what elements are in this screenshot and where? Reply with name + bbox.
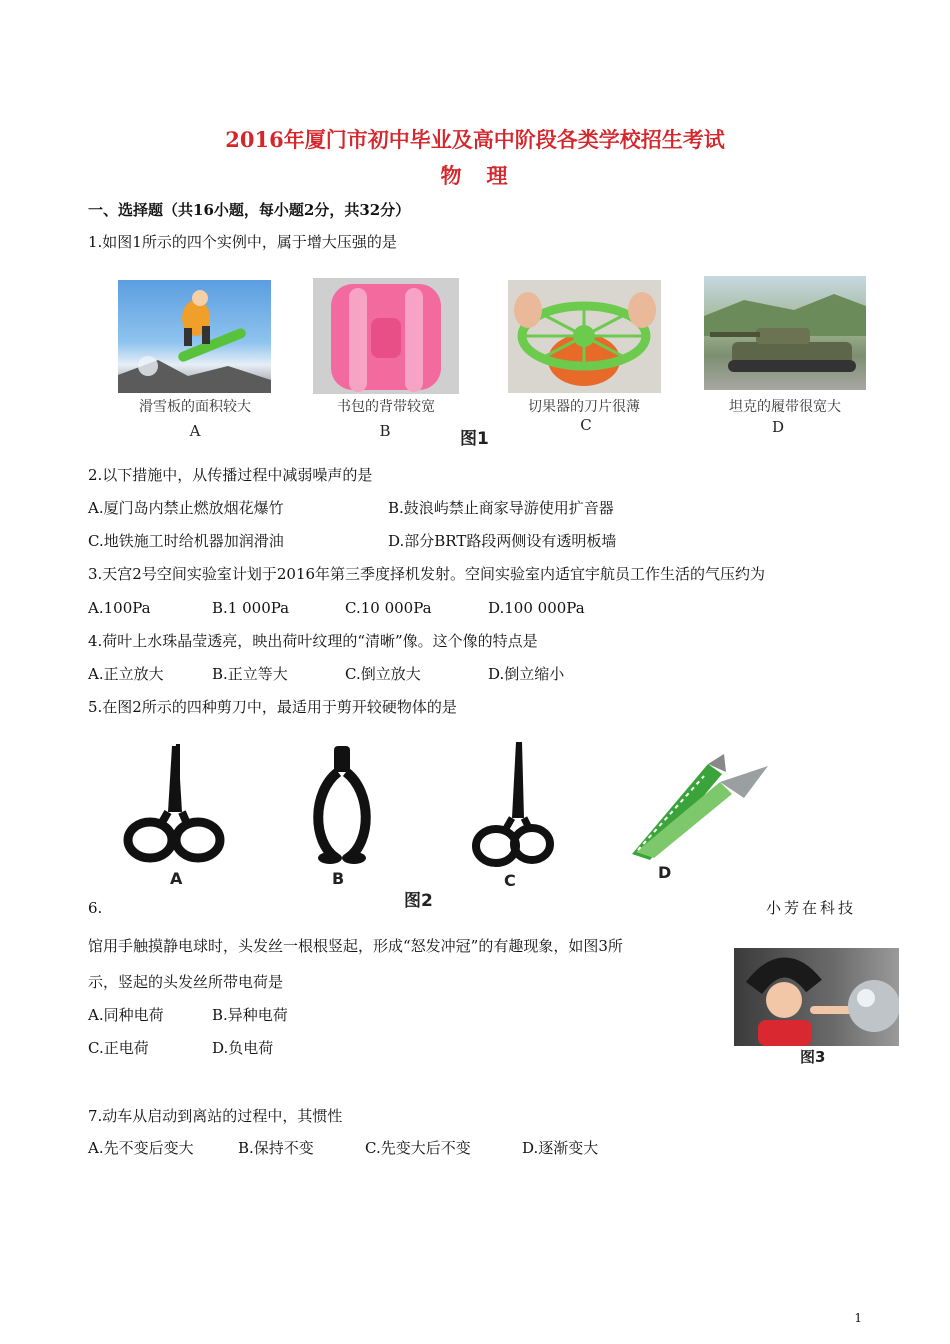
tank-photo [704, 276, 866, 390]
snowboard-photo [118, 280, 271, 393]
q6-line1-end: 小芳在科技 [766, 899, 857, 917]
q4-option-a: A.正立放大 [88, 665, 164, 683]
q6-option-c: C.正电荷 [88, 1039, 149, 1057]
fig1-letter-a: A [189, 422, 201, 440]
scissors-d-icon [624, 752, 774, 864]
q4-stem: 4.荷叶上水珠晶莹透亮，映出荷叶纹理的“清晰”像。这个像的特点是 [88, 632, 538, 650]
q6-line3: 示，竖起的头发丝所带电荷是 [88, 973, 284, 991]
scissors-c-icon [468, 740, 558, 870]
scissors-a-icon [120, 742, 230, 868]
caption-c: 切果器的刀片很薄 [528, 399, 640, 415]
q7-stem: 7.动车从启动到离站的过程中，其惯性 [88, 1107, 343, 1125]
fig3-label: 图3 [800, 1048, 826, 1066]
q3-option-b: B.1 000Pa [212, 599, 290, 617]
q6-line2: 馆用手触摸静电球时，头发丝一根根竖起，形成“怒发冲冠”的有趣现象，如图3所 [88, 937, 623, 955]
q5-stem: 5.在图2所示的四种剪刀中，最适用于剪开较硬物体的是 [88, 698, 457, 716]
q4-option-c: C.倒立放大 [345, 665, 421, 683]
section-heading: 一、选择题（共16小题，每小题2分，共32分） [88, 201, 411, 219]
q3-stem: 3.天宫2号空间实验室计划于2016年第三季度择机发射。空间实验室内适宜宇航员工作生活的气压约为 [88, 565, 766, 583]
q2-option-b: B.鼓浪屿禁止商家导游使用扩音器 [388, 499, 614, 517]
backpack-photo [313, 278, 459, 394]
fig2-letter-d: D [658, 863, 672, 882]
fig1-letter-c: C [580, 416, 592, 434]
q3-option-d: D.100 000Pa [488, 599, 585, 617]
fig2-letter-b: B [332, 869, 345, 888]
fig2-label: 图2 [404, 891, 433, 911]
q6-option-a: A.同种电荷 [88, 1006, 164, 1024]
q7-option-b: B.保持不变 [238, 1139, 314, 1157]
q3-option-a: A.100Pa [88, 599, 151, 617]
q4-option-b: B.正立等大 [212, 665, 288, 683]
q7-option-c: C.先变大后不变 [365, 1139, 471, 1157]
fig1-letter-b: B [379, 422, 391, 440]
q3-option-c: C.10 000Pa [345, 599, 432, 617]
q4-option-d: D.倒立缩小 [488, 665, 565, 683]
q2-option-a: A.厦门岛内禁止燃放烟花爆竹 [88, 499, 284, 517]
caption-b: 书包的背带较宽 [337, 399, 435, 415]
q6-number: 6. [88, 899, 103, 917]
q6-option-b: B.异种电荷 [212, 1006, 288, 1024]
fruit-cutter-photo [508, 280, 661, 393]
q1-stem: 1.如图1所示的四个实例中，属于增大压强的是 [88, 233, 397, 251]
caption-d: 坦克的履带很宽大 [729, 399, 841, 415]
q2-stem: 2.以下措施中，从传播过程中减弱噪声的是 [88, 466, 373, 484]
fig1-letter-d: D [771, 418, 785, 436]
subject-title: 物 理 [440, 163, 510, 188]
fig1-label: 图1 [460, 429, 489, 449]
q7-option-a: A.先不变后变大 [88, 1139, 194, 1157]
fig2-letter-a: A [170, 869, 183, 888]
q7-option-d: D.逐渐变大 [522, 1139, 599, 1157]
q6-option-d: D.负电荷 [212, 1039, 274, 1057]
fig2-letter-c: C [504, 871, 516, 890]
q2-option-d: D.部分BRT路段两侧设有透明板墙 [388, 532, 617, 550]
page-number: 1 [854, 1311, 862, 1325]
exam-title: 2016年厦门市初中毕业及高中阶段各类学校招生考试 [225, 127, 725, 152]
scissors-b-icon [308, 742, 378, 868]
q2-option-c: C.地铁施工时给机器加润滑油 [88, 532, 284, 550]
static-ball-photo [734, 948, 899, 1046]
caption-a: 滑雪板的面积较大 [139, 399, 251, 415]
